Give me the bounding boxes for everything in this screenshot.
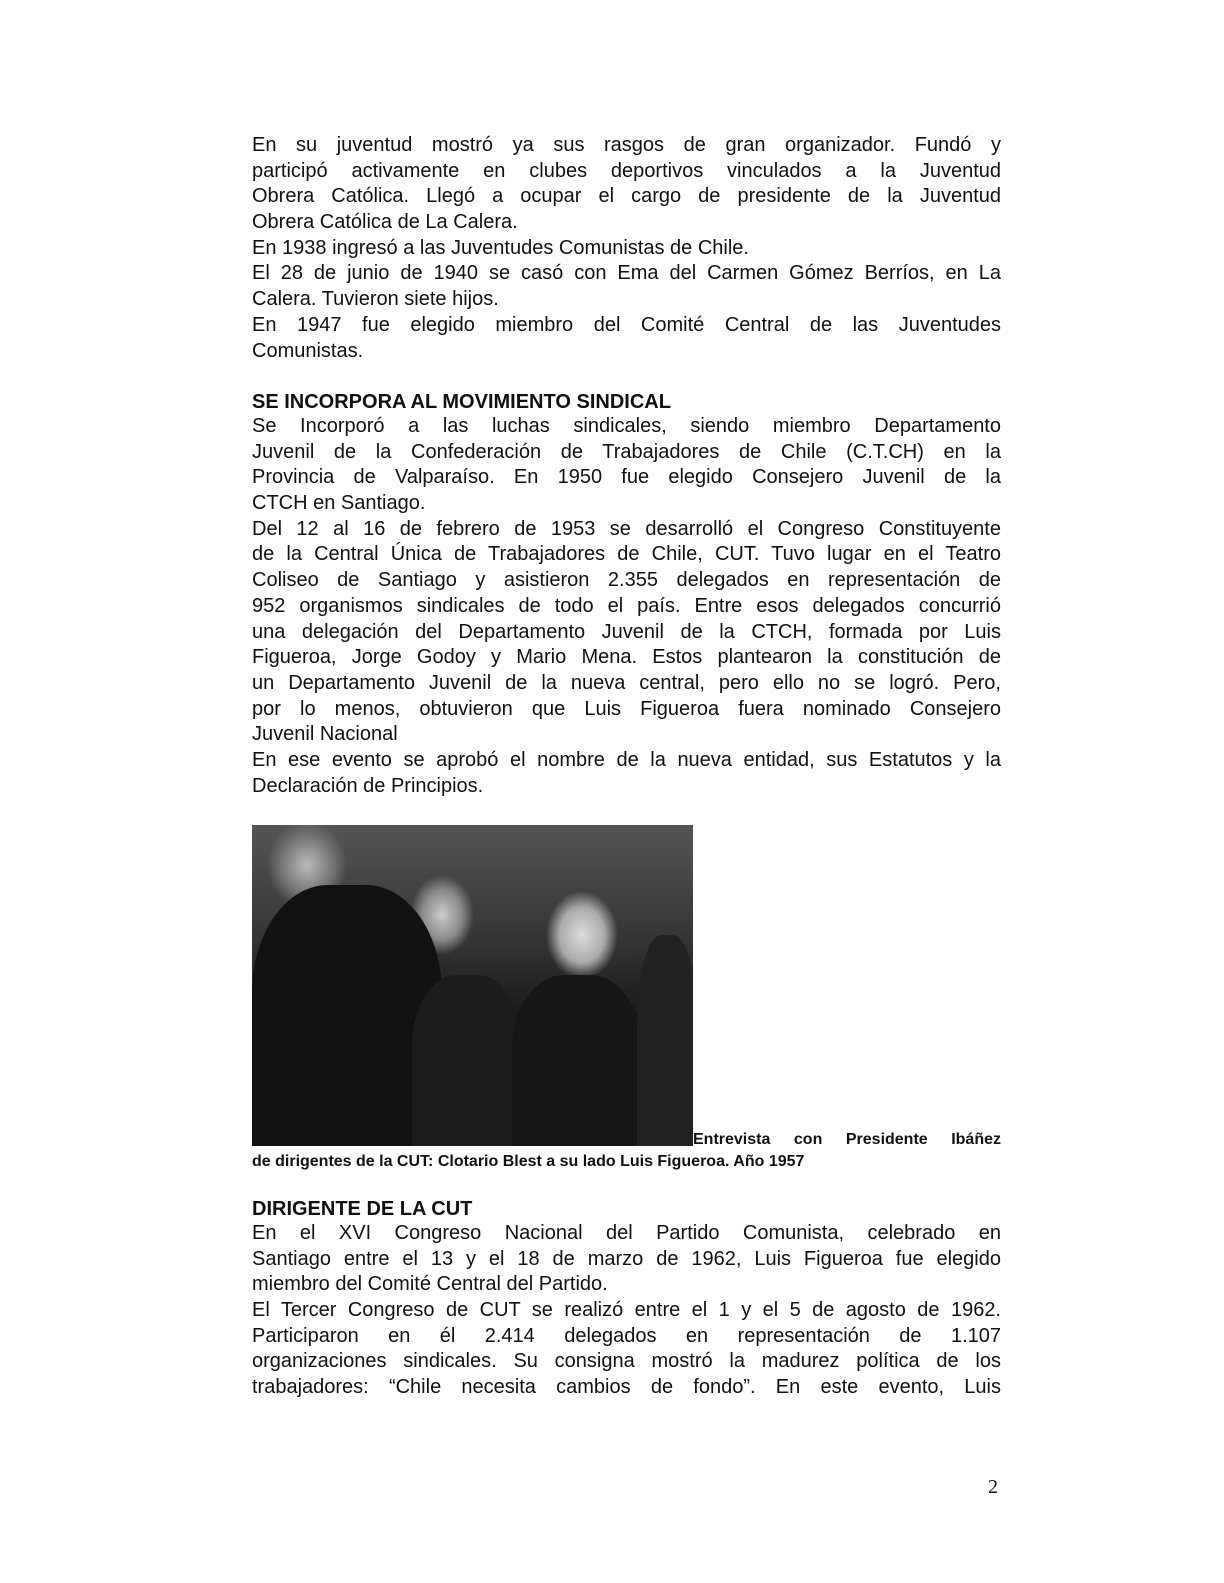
- page-number: 2: [988, 1476, 998, 1498]
- text-line: Juvenil de la Confederación de Trabajadores de Chile (C.T.CH) en la: [252, 440, 1001, 463]
- text-line: En el XVI Congreso Nacional del Partido Comunista, celebrado en: [252, 1222, 1001, 1244]
- text-line: En 1947 fue elegido miembro del Comité Central de las Juventudes: [252, 313, 1001, 336]
- text-line: En 1938 ingresó a las Juventudes Comunistas de Chile.: [252, 236, 749, 259]
- historical-photo: [252, 825, 693, 1146]
- text-line: trabajadores: “Chile necesita cambios de fondo”. En este evento, Luis: [252, 1376, 1001, 1399]
- text-line: Se Incorporó a las luchas sindicales, siendo miembro Departamento: [252, 415, 1001, 437]
- text-line: En su juventud mostró ya sus rasgos de gran organizador. Fundó y: [252, 134, 1001, 156]
- text-line: Coliseo de Santiago y asistieron 2.355 delegados en representación de: [252, 569, 1001, 592]
- text-line: de la Central Única de Trabajadores de Chile, CUT. Tuvo lugar en el Teatro: [252, 543, 1001, 566]
- text-line: Figueroa, Jorge Godoy y Mario Mena. Estos plantearon la constitución de: [252, 646, 1001, 669]
- photo-caption-line-2: de dirigentes de la CUT: Clotario Blest a su lado Luis Figueroa. Año 1957: [252, 1153, 805, 1170]
- text-line: Santiago entre el 13 y el 18 de marzo de 1962, Luis Figueroa fue elegido: [252, 1247, 1001, 1270]
- text-line: participó activamente en clubes deportivos vinculados a la Juventud: [252, 159, 1001, 182]
- text-line: un Departamento Juvenil de la nueva central, pero ello no se logró. Pero,: [252, 671, 1001, 694]
- section-body-dirigente-cut: [252, 1221, 1001, 1401]
- text-line: Obrera Católica. Llegó a ocupar el cargo de presidente de la Juventud: [252, 185, 1001, 208]
- text-line: En ese evento se aprobó el nombre de la nueva entidad, sus Estatutos y la: [252, 748, 1001, 771]
- text-line: CTCH en Santiago.: [252, 492, 426, 515]
- text-line: miembro del Comité Central del Partido.: [252, 1273, 608, 1296]
- text-line: El 28 de junio de 1940 se casó con Ema del Carmen Gómez Berríos, en La: [252, 262, 1001, 285]
- text-line: Participaron en él 2.414 delegados en representación de 1.107: [252, 1324, 1001, 1347]
- text-line: 952 organismos sindicales de todo el país. Entre esos delegados concurrió: [252, 594, 1001, 617]
- photo-caption-line-1: Entrevista con Presidente Ibáñez: [693, 1131, 1001, 1148]
- text-line: Provincia de Valparaíso. En 1950 fue elegido Consejero Juvenil de la: [252, 466, 1001, 489]
- section-heading-movimiento-sindical: SE INCORPORA AL MOVIMIENTO SINDICAL: [252, 391, 671, 413]
- section-body-movimiento-sindical: [252, 414, 1001, 799]
- text-line: Juvenil Nacional: [252, 723, 398, 746]
- section-heading-dirigente-cut: DIRIGENTE DE LA CUT: [252, 1198, 473, 1220]
- text-line: Obrera Católica de La Calera.: [252, 211, 518, 234]
- text-line: por lo menos, obtuvieron que Luis Figueroa fuera nominado Consejero: [252, 697, 1001, 720]
- intro-paragraphs: [252, 133, 1001, 364]
- text-line: organizaciones sindicales. Su consigna mostró la madurez política de los: [252, 1350, 1001, 1373]
- text-line: Calera. Tuvieron siete hijos.: [252, 288, 499, 311]
- text-line: Del 12 al 16 de febrero de 1953 se desarrolló el Congreso Constituyente: [252, 517, 1001, 540]
- text-line: Comunistas.: [252, 339, 364, 362]
- text-line: una delegación del Departamento Juvenil de la CTCH, formada por Luis: [252, 620, 1001, 643]
- text-line: El Tercer Congreso de CUT se realizó entre el 1 y el 5 de agosto de 1962.: [252, 1299, 1001, 1322]
- text-line: Declaración de Principios.: [252, 774, 484, 797]
